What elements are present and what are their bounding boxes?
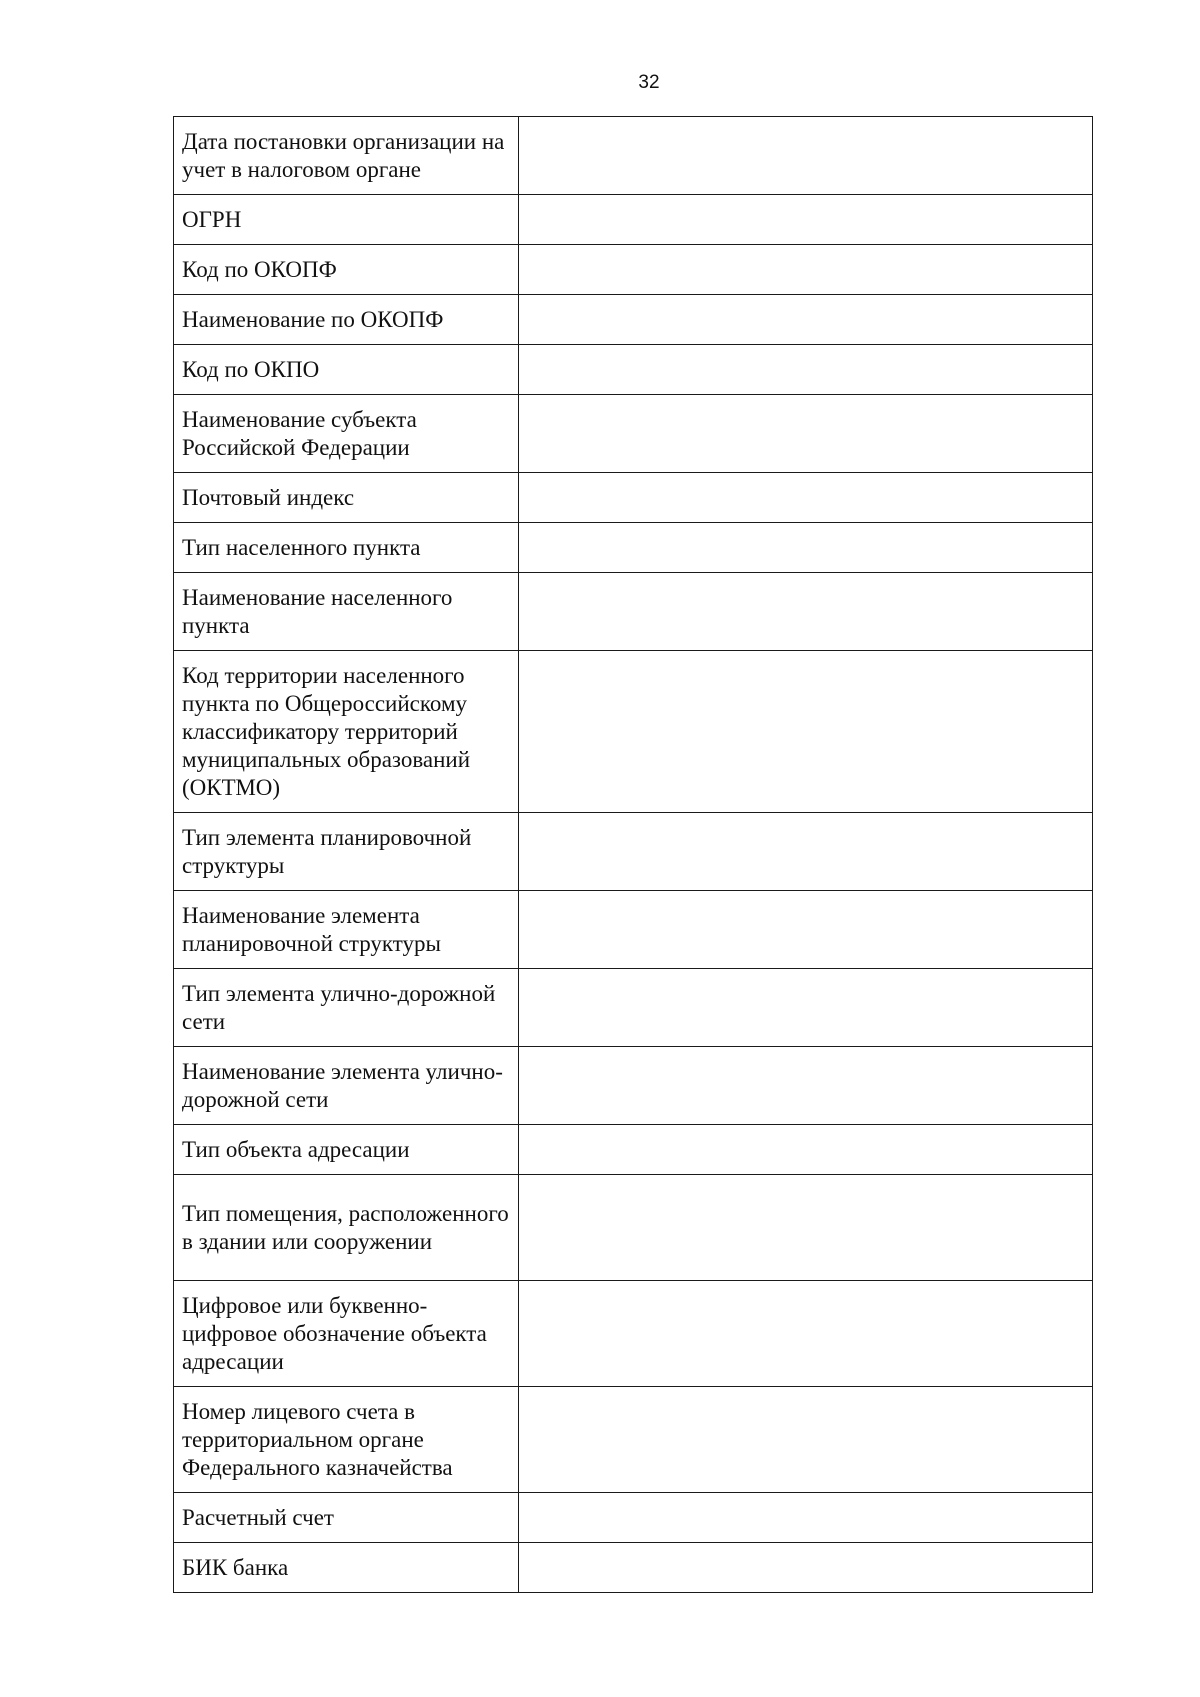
table-row [174,813,1093,891]
table-row [174,295,1093,345]
table-row [174,345,1093,395]
row-label: Наименование элемента улично-дорожной сети [174,1047,519,1125]
row-value-cell[interactable] [519,395,1093,473]
row-label: Код территории населенного пункта по Общероссийскому классификатору территорий муниципальных образований (ОКТМО) [174,651,519,813]
row-label: Код по ОКОПФ [174,245,519,295]
row-value-cell[interactable] [519,245,1093,295]
row-label: Тип элемента улично-дорожной сети [174,969,519,1047]
row-value-cell[interactable] [519,1175,1093,1281]
row-label: Наименование населенного пункта [174,573,519,651]
table-row [174,1387,1093,1493]
row-label: БИК банка [174,1543,519,1593]
row-value-cell[interactable] [519,117,1093,195]
row-label: Тип помещения, расположенного в здании или сооружении [174,1175,519,1281]
table-row [174,1493,1093,1543]
table-row [174,117,1093,195]
row-label: Почтовый индекс [174,473,519,523]
row-label: Код по ОКПО [174,345,519,395]
row-label: Тип населенного пункта [174,523,519,573]
row-value-cell[interactable] [519,891,1093,969]
row-label: ОГРН [174,195,519,245]
row-value-cell[interactable] [519,1047,1093,1125]
row-value-cell[interactable] [519,651,1093,813]
row-value-cell[interactable] [519,1387,1093,1493]
row-value-cell[interactable] [519,1125,1093,1175]
table-row [174,1543,1093,1593]
row-label: Наименование по ОКОПФ [174,295,519,345]
table-row [174,1047,1093,1125]
row-value-cell[interactable] [519,1493,1093,1543]
row-value-cell[interactable] [519,573,1093,651]
table-row [174,1175,1093,1281]
requisites-table [173,116,1093,1593]
page-number: 32 [638,72,660,93]
table-row [174,523,1093,573]
row-value-cell[interactable] [519,813,1093,891]
row-value-cell[interactable] [519,345,1093,395]
row-label: Наименование субъекта Российской Федерации [174,395,519,473]
row-label: Расчетный счет [174,1493,519,1543]
row-label: Тип элемента планировочной структуры [174,813,519,891]
row-label: Тип объекта адресации [174,1125,519,1175]
row-value-cell[interactable] [519,969,1093,1047]
row-label: Цифровое или буквенно-цифровое обозначение объекта адресации [174,1281,519,1387]
table-row [174,573,1093,651]
table-row [174,1125,1093,1175]
table-row [174,1281,1093,1387]
row-label: Наименование элемента планировочной структуры [174,891,519,969]
row-value-cell[interactable] [519,523,1093,573]
row-value-cell[interactable] [519,195,1093,245]
table-row [174,969,1093,1047]
table-row [174,891,1093,969]
row-value-cell[interactable] [519,1543,1093,1593]
row-value-cell[interactable] [519,1281,1093,1387]
table-row [174,195,1093,245]
table-row [174,651,1093,813]
row-value-cell[interactable] [519,473,1093,523]
row-label: Дата постановки организации на учет в налоговом органе [174,117,519,195]
table-row [174,473,1093,523]
table-row [174,395,1093,473]
row-value-cell[interactable] [519,295,1093,345]
table-row [174,245,1093,295]
row-label: Номер лицевого счета в территориальном органе Федерального казначейства [174,1387,519,1493]
